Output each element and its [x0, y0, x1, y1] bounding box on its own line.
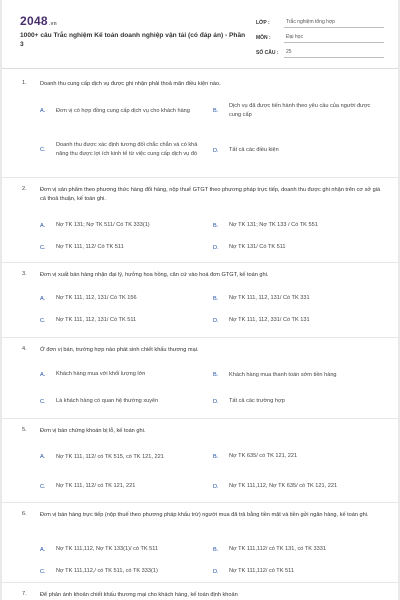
meta-value: 25	[284, 49, 384, 58]
option-a[interactable]	[40, 221, 218, 230]
option-letter: C.	[40, 317, 46, 324]
option-b[interactable]	[213, 102, 383, 120]
option-text: Là khách hàng có quan hệ thường xuyên	[56, 398, 159, 405]
option-letter: D.	[213, 244, 219, 251]
question-divider	[2, 418, 398, 419]
option-text: Nợ TK 635/ có TK 121, 221	[229, 453, 298, 460]
question-text: Đơn vị sản phẩm theo phương thức hàng đổi hàng, nộp thuế GTGT theo phương pháp trực tiếp, doanh thu được ghi nhận trên cơ sở giá cả thoả thuận, kế toán ghi.	[40, 187, 381, 202]
option-letter: C.	[40, 568, 46, 575]
meta-label: LỚP :	[256, 20, 270, 26]
option-letter: A.	[40, 222, 46, 229]
question-text: Đơn vị bán chứng khoán bị lỗ, kế toán ghi.	[40, 428, 146, 434]
meta-row-class	[256, 13, 384, 28]
option-text: Nợ TK 111, 112, 331/ Có TK 131	[229, 317, 310, 324]
option-text: Khách hàng mua với khối lượng lớn	[56, 371, 146, 378]
option-c[interactable]	[40, 482, 218, 491]
question-divider	[2, 582, 398, 583]
option-letter: C.	[40, 483, 46, 490]
option-letter: D.	[213, 483, 219, 490]
question-text: Đơn vị bán hàng trực tiếp (nộp thuế theo phương pháp khấu trừ) người mua đã trả bằng tiền mặt và tiền gửi ngân hàng, kế toán ghi.	[40, 512, 369, 518]
option-letter: D.	[213, 317, 219, 324]
question-number: 7.	[22, 591, 27, 597]
option-d[interactable]	[213, 567, 383, 576]
question-number: 2.	[22, 186, 27, 192]
site-logo[interactable]	[20, 14, 57, 28]
question-divider	[2, 262, 398, 263]
option-c[interactable]	[40, 397, 218, 406]
option-letter: C.	[40, 244, 46, 251]
option-letter: C.	[40, 398, 46, 405]
option-a[interactable]	[40, 545, 218, 554]
option-text: Nợ TK 131/ Có TK 511	[229, 244, 286, 251]
option-a[interactable]	[40, 294, 218, 303]
option-letter: B.	[213, 108, 219, 114]
option-c[interactable]	[40, 243, 218, 252]
option-d[interactable]	[213, 316, 383, 325]
question-number: 3.	[22, 271, 27, 277]
meta-value: Đại học	[284, 34, 384, 43]
meta-label: MÔN :	[256, 35, 271, 41]
question-divider	[2, 337, 398, 338]
option-b[interactable]	[213, 366, 383, 384]
question-number: 6.	[22, 511, 27, 517]
document-header	[2, 0, 398, 68]
option-text: Nợ TK 111,112, Nợ TK 133(1)/ có TK 511	[56, 546, 159, 553]
option-text: Nợ TK 131; Nợ TK 133 / Có TK 551	[229, 222, 318, 229]
option-text: Nợ TK 111,112, Nợ TK 635/ có TK 121, 221	[229, 483, 338, 490]
question-divider	[2, 177, 398, 178]
option-c[interactable]	[40, 567, 218, 576]
option-a[interactable]	[40, 370, 218, 379]
option-letter: A.	[40, 108, 46, 114]
meta-row-subject	[256, 28, 384, 43]
option-text: Khách hàng mua thanh toán sớm tiền hàng	[229, 371, 337, 378]
option-c[interactable]	[40, 137, 218, 163]
option-text: Nợ TK 111,112,/ có TK 511, có TK 333(1)	[56, 568, 158, 575]
meta-row-count	[256, 43, 384, 58]
option-text: Nợ TK 111, 112/ Có TK 511	[56, 244, 124, 251]
question-text: Đơn vị xuất bán hàng nhận đại lý, hưởng hoa hồng, căn cứ vào hoá đơn GTGT, kế toán ghi.	[40, 272, 269, 278]
option-letter: B.	[213, 295, 219, 302]
question-number: 5.	[22, 427, 27, 433]
document-title: 1000+ câu Trắc nghiệm Kế toán doanh nghiệp vận tải (có đáp án) - Phần 3	[20, 32, 246, 48]
option-b[interactable]	[213, 221, 383, 230]
option-letter: D.	[213, 147, 219, 154]
option-b[interactable]	[213, 545, 383, 554]
option-d[interactable]	[213, 482, 383, 491]
option-d[interactable]	[213, 397, 383, 406]
option-a[interactable]	[40, 448, 218, 466]
question-text: Để phản ánh khoản chiết khấu thương mại cho khách hàng, kế toán định khoản	[40, 592, 238, 598]
logo-sub: .vn	[48, 21, 58, 27]
option-letter: A.	[40, 454, 46, 460]
option-text: Nợ TK 111,112/ có TK 511	[229, 568, 294, 575]
option-c[interactable]	[40, 316, 218, 325]
option-text: Nợ TK 111, 112, 131/ Có TK 156	[56, 295, 137, 302]
option-text: Tất cả các trường hợp	[229, 398, 285, 405]
option-text: Nợ TK 131; Nợ TK 511/ Có TK 333(1)	[56, 222, 150, 229]
option-text: Đơn vị có hợp đồng cung cấp dịch vụ cho khách hàng	[56, 107, 190, 114]
header-divider	[2, 68, 398, 69]
option-letter: D.	[213, 398, 219, 405]
document-meta	[256, 13, 384, 58]
option-letter: B.	[213, 546, 219, 553]
meta-value: Trắc nghiệm tổng hợp	[284, 19, 384, 28]
question-divider	[2, 502, 398, 503]
option-a[interactable]	[40, 102, 218, 120]
question-text: Ở đơn vị bán, trường hợp nào phát sinh chiết khấu thương mại.	[40, 347, 199, 353]
logo-main: 2048	[20, 14, 48, 28]
question-number: 4.	[22, 346, 27, 352]
option-text: Nợ TK 111, 112/ có TK 121, 221	[56, 483, 136, 490]
option-letter: A.	[40, 546, 46, 553]
option-letter: A.	[40, 371, 46, 378]
option-b[interactable]	[213, 452, 383, 461]
question-number: 1.	[22, 80, 27, 86]
option-d[interactable]	[213, 146, 383, 155]
option-text: Tất cả các điều kiện	[229, 147, 279, 154]
option-letter: D.	[213, 568, 219, 575]
option-text: Doanh thu được xác định tương đối chắc chắn và có khả năng thu được lợi ích kinh tế từ việc cung cấp dịch vụ đó	[56, 142, 198, 157]
option-letter: C.	[40, 147, 46, 153]
option-text: Nợ TK 111, 112, 131/ Có TK 511	[56, 317, 137, 324]
option-letter: B.	[213, 222, 219, 229]
option-letter: A.	[40, 295, 46, 302]
question-text: Doanh thu cung cấp dịch vụ được ghi nhận phải thoả mãn điều kiện nào.	[40, 81, 221, 87]
option-text: Nợ TK 111, 112/ có TK 515, có TK 121, 221	[56, 453, 164, 460]
option-letter: B.	[213, 372, 219, 378]
option-text: Nợ TK 111, 112, 131/ Có TK 331	[229, 295, 310, 302]
option-b[interactable]	[213, 294, 383, 303]
document-page	[2, 0, 398, 600]
option-d[interactable]	[213, 243, 383, 252]
meta-label: SỐ CÂU :	[256, 50, 279, 56]
option-text: Dịch vụ đã được tiến hành theo yêu cầu của người được cung cấp	[229, 103, 371, 118]
option-text: Nợ TK 111,112/ có TK 131, có TK 3331	[229, 546, 326, 553]
option-letter: B.	[213, 453, 219, 460]
